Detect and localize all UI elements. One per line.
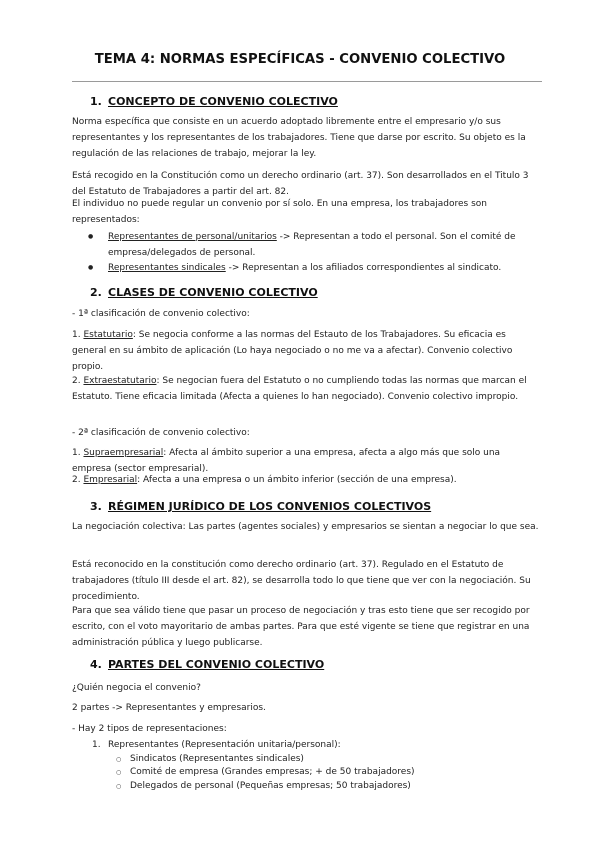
section-number: 2.: [90, 286, 102, 299]
section-4-heading: [90, 658, 324, 671]
s2-item-estatutario: [72, 327, 542, 375]
bullet-text: -> Representan a todo el personal. Son el comité de empresa/delegados de personal.: [108, 232, 516, 258]
item-number: 2.: [72, 376, 84, 386]
item-term: Estatutario: [83, 330, 133, 340]
list-text: Representantes (Representación unitaria/personal):: [108, 740, 341, 750]
s4-paragraph-1: ¿Quién negocia el convenio?: [72, 683, 201, 693]
s1-paragraph-2: Está recogido en la Constitución como un derecho ordinario (art. 37). Son desarrollados en el Titulo 3 del Estatuto de Trabajadores a partir del art. 82.: [72, 171, 529, 197]
s1-bullet-list: [72, 229, 542, 276]
item-term: Supraempresarial: [83, 448, 164, 458]
section-number: 4.: [90, 658, 102, 671]
item-text: : Se negocian fuera del Estatuto o no cumpliendo todas las normas que marcan el Estatuto. Tiene eficacia limitada (Afecta a quienes lo han negociado). Convenio colectivo impropio.: [72, 376, 527, 402]
item-text: : Afecta al ámbito superior a una empresa, afecta a algo más que solo una empresa (sector empresarial).: [72, 448, 501, 474]
item-number: 1.: [72, 330, 84, 340]
section-3-heading: [90, 500, 431, 513]
sub-list-item: ○ Delegados de personal (Pequeñas empresas; 50 trabajadores): [72, 780, 542, 794]
s3-paragraph-3: Para que sea válido tiene que pasar un proceso de negociación y tras esto tiene que ser recogido por escrito, con el voto mayoritario de ambas partes. Para que esté vigente se tiene que registrar en una administración pública y luego publicarse.: [72, 606, 530, 648]
list-item: [72, 229, 542, 261]
section-1-heading: [90, 95, 338, 108]
sub-list-item: ○ Sindicatos (Representantes sindicales): [72, 753, 542, 767]
s1-paragraph-1: Norma específica que consiste en un acuerdo adoptado libremente entre el empresario y/o sus representantes y los representantes de los trabajadores. Tiene que darse por escrito. Su objeto es la regulación de las relaciones de trabajo, mejorar la ley.: [72, 117, 526, 159]
title-divider: [72, 81, 542, 82]
section-number: 1.: [90, 95, 102, 108]
section-title: RÉGIMEN JURÍDICO DE LOS CONVENIOS COLECTIVOS: [108, 500, 432, 513]
item-number: 1.: [72, 448, 84, 458]
item-text: : Se negocia conforme a las normas del Estauto de los Trabajadores. Su eficacia es general en su ámbito de aplicación (Lo haya negociado o no me va a afectar). Convenio colectivo propio.: [72, 330, 513, 372]
s4-paragraph-2: 2 partes -> Representantes y empresarios.: [72, 703, 266, 713]
document-title: TEMA 4: NORMAS ESPECÍFICAS - CONVENIO COLECTIVO: [94, 52, 506, 67]
s1-paragraph-3: El individuo no puede regular un convenio por sí solo. En una empresa, los trabajadores son representados:: [72, 199, 487, 225]
item-term: Empresarial: [83, 475, 138, 485]
section-title: CLASES DE CONVENIO COLECTIVO: [108, 286, 318, 299]
section-number: 3.: [90, 500, 102, 513]
item-term: Extraestatutario: [83, 376, 157, 386]
list-item: [72, 260, 542, 276]
item-text: : Afecta a una empresa o un ámbito inferior (sección de una empresa).: [137, 475, 457, 485]
s2-classification-2: - 2ª clasificación de convenio colectivo:: [72, 428, 250, 438]
sub-list-item: ○ Comité de empresa (Grandes empresas; + de 50 trabajadores): [72, 766, 542, 780]
bullet-term: Representantes de personal/unitarios: [108, 232, 277, 242]
s4-paragraph-3: - Hay 2 tipos de representaciones:: [72, 724, 227, 734]
s2-classification-1: - 1ª clasificación de convenio colectivo:: [72, 309, 250, 319]
list-item: [72, 739, 542, 753]
bullet-text: -> Representan a los afiliados correspondientes al sindicato.: [225, 263, 502, 273]
section-title: CONCEPTO DE CONVENIO COLECTIVO: [108, 95, 338, 108]
s2-item-extraestatutario: [72, 373, 542, 405]
section-2-heading: [90, 286, 318, 299]
s3-paragraph-2: Está reconocido en la constitución como derecho ordinario (art. 37). Regulado en el Estatuto de trabajadores (título III desde el art. 82), se desarrolla todo lo que tiene que ver con la negociación. Su procedimiento.: [72, 560, 531, 602]
bullet-term: Representantes sindicales: [108, 263, 226, 273]
list-number: 1.: [92, 740, 101, 750]
section-title: PARTES DEL CONVENIO COLECTIVO: [108, 658, 325, 671]
s2-item-empresarial: [72, 472, 542, 488]
s3-paragraph-1: La negociación colectiva: Las partes (agentes sociales) y empresarios se sientan a negociar lo que sea.: [72, 522, 539, 532]
s4-numbered-list: [72, 739, 542, 793]
item-number: 2.: [72, 475, 84, 485]
